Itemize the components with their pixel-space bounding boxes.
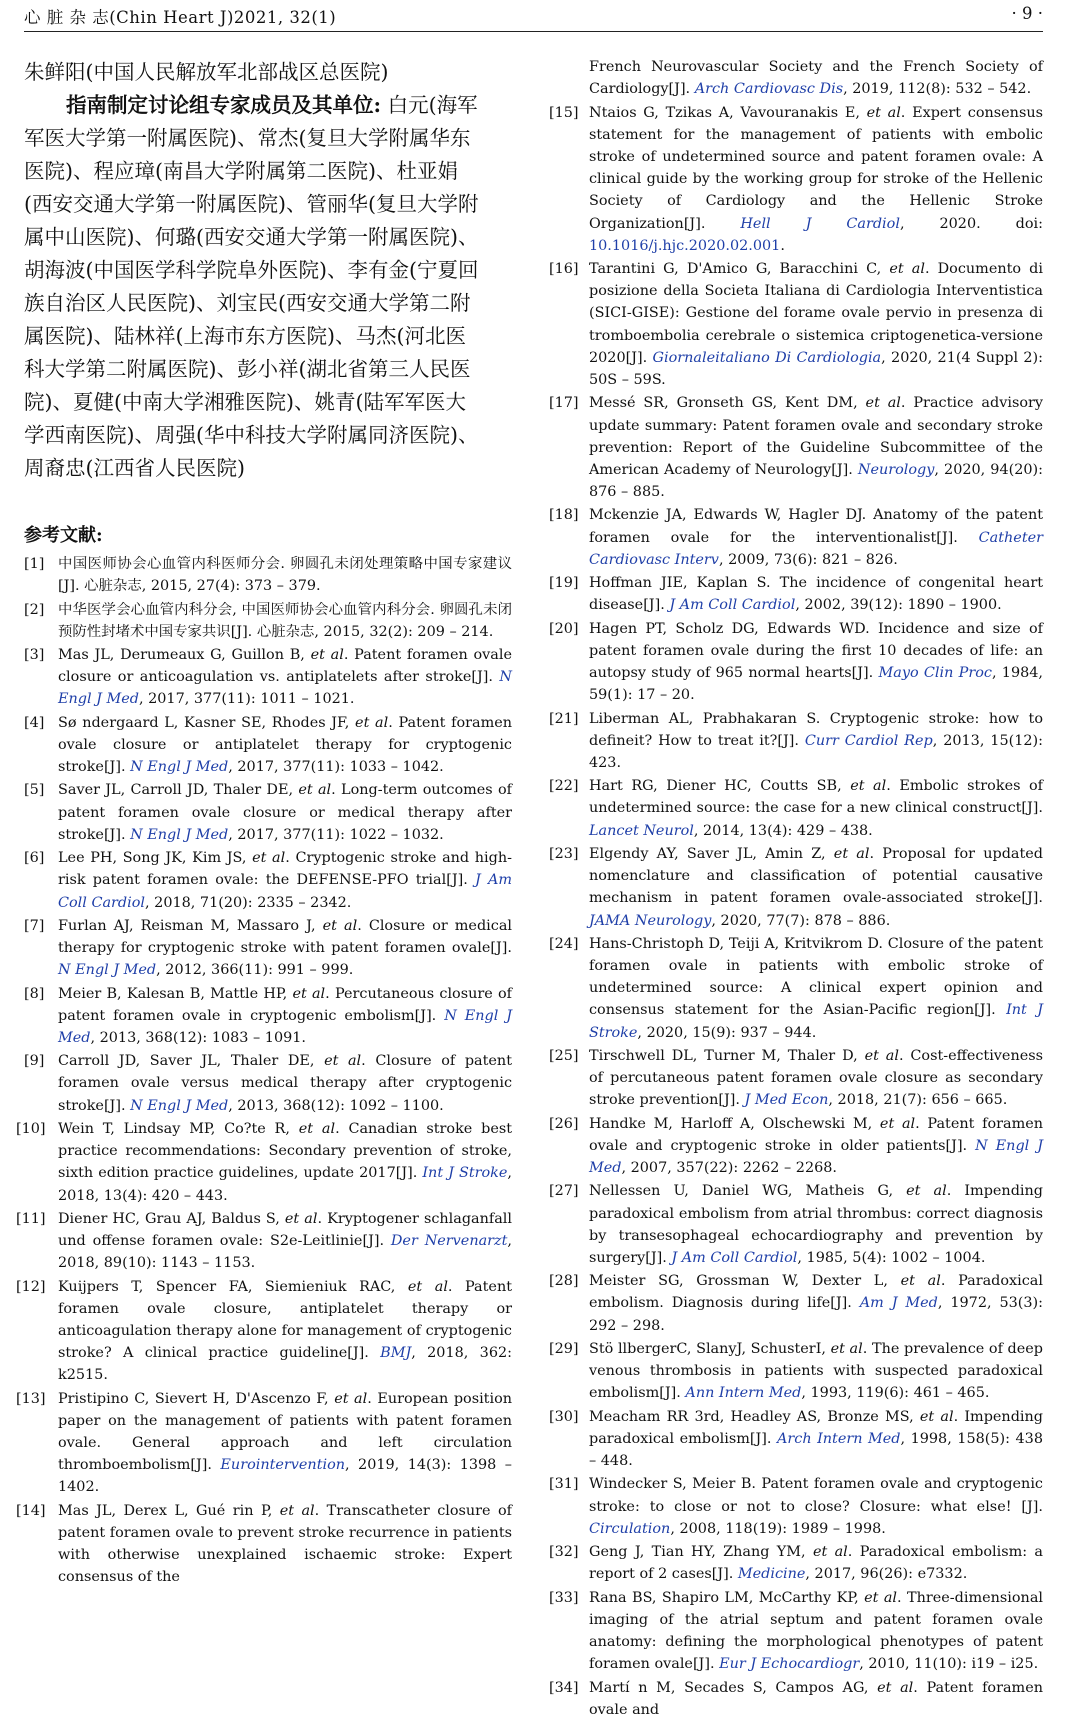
reference-text [589, 843, 1043, 932]
reference-fragment: Wein T, Lindsay MP, Co?te R, [58, 1120, 299, 1137]
reference-text [589, 572, 1043, 616]
reference-item [549, 1677, 1043, 1721]
reference-text [58, 779, 512, 846]
reference-text [58, 1050, 512, 1117]
journal-name: Circulation [589, 1520, 671, 1537]
reference-fragment: Tarantini G, D'Amico G, Baracchini C, [589, 261, 890, 278]
journal-name: N Engl J Med [589, 1137, 1043, 1177]
reference-item [16, 1208, 513, 1275]
reference-fragment: . Patent foramen ovale closure or anticoagulation vs. antiplatelets after stroke[J]. [58, 647, 512, 686]
journal-name: N Engl J Med [130, 759, 229, 776]
committee-line: 属医院)、陆林祥(上海市东方医院)、马杰(河北医 [24, 324, 466, 348]
reference-fragment: . Impending paradoxical embolism[J]. [589, 1408, 1043, 1447]
journal-name: Ann Intern Med [685, 1385, 802, 1402]
reference-fragment: et al [355, 714, 389, 731]
reference-fragment: . Paradoxical embolism: a report of 2 cases[J]. [589, 1544, 1043, 1583]
reference-number: [2] [24, 601, 45, 618]
committee-line: 院)、夏健(中南大学湘雅医院)、姚青(陆军军医大 [24, 390, 466, 414]
reference-fragment: . Documento di posizione della Societa Italiana di Cardiologia Interventistica (SICI-GISE): Gestione del forame ovale pervio in presenza di tromboembolia cerebrale o sistemica criptogenetica-versione 2020[J]. [589, 261, 1043, 366]
reference-fragment: Meier B, Kalesan B, Mattle HP, [58, 985, 293, 1002]
reference-text [58, 915, 512, 982]
reference-number: [26] [549, 1115, 579, 1132]
reference-fragment: Messé SR, Gronseth GS, Kent DM, [589, 395, 866, 412]
reference-text [589, 933, 1043, 1044]
reference-fragment: . [780, 237, 785, 254]
journal-name: Giornaleitaliano Di Cardiologia [652, 349, 882, 366]
committee-line: 族自治区人民医院)、刘宝民(西安交通大学第二附 [24, 291, 471, 315]
reference-fragment: Mas JL, Derumeaux G, Guillon B, [58, 647, 311, 663]
reference-item [24, 644, 512, 711]
journal-name: Eurointervention [220, 1457, 346, 1474]
reference-item [549, 1473, 1043, 1540]
reference-fragment: et al [889, 261, 925, 278]
reference-fragment: Sø ndergaard L, Kasner SE, Rhodes JF, [58, 714, 356, 731]
reference-item [24, 553, 512, 597]
reference-number: [10] [16, 1120, 46, 1137]
reference-fragment: et al [850, 778, 887, 795]
reference-fragment: , 1993, 119(6): 461 – 465. [801, 1385, 990, 1402]
reference-text [58, 983, 512, 1050]
reference-fragment: Rana BS, Shapiro LM, McCarthy KP, [589, 1589, 865, 1606]
reference-text [589, 258, 1043, 391]
reference-fragment: et al [279, 1502, 315, 1519]
reference-fragment: Kuijpers T, Spencer FA, Siemieniuk RAC, [58, 1278, 408, 1295]
reference-text [589, 1541, 1043, 1585]
reference-fragment: , 2019, 14(3): 1398 – 1402. [58, 1457, 512, 1496]
reference-text [589, 1587, 1043, 1676]
reference-fragment: . Proposal for updated nomenclature and classification of potential causative mechanism in patent foramen ovale-associated stroke[J]. [589, 845, 1043, 907]
reference-item [549, 1587, 1043, 1676]
reference-fragment: . Patent foramen ovale and cryptogenic stroke in older patients[J]. [589, 1115, 1044, 1154]
journal-name: N Engl J Med [58, 669, 512, 708]
reference-text [58, 1208, 512, 1275]
reference-fragment: 中华医学会心血管内科分会, 中国医师协会心血管内科分会. 卵圆孔未闭预防性封堵术中国专家共识[J]. 心脏杂志, 2015, 32(2): 209 – 214. [58, 601, 512, 640]
journal-name: J Med Econ [744, 1092, 829, 1109]
reference-fragment: et al [919, 1408, 954, 1425]
journal-name: Medicine [737, 1566, 806, 1583]
journal-name: Lancet Neurol [589, 822, 694, 839]
reference-fragment: , 1984, 59(1): 17 – 20. [589, 665, 1043, 704]
left-column [16, 56, 513, 1590]
continuation-text: French Neurovascular Society and the French Society of Cardiology[J]. [589, 59, 1043, 98]
reference-item [549, 1541, 1043, 1585]
reference-fragment: , 2013, 368(12): 1092 – 1100. [228, 1097, 444, 1114]
committee-line: 科大学第二附属医院)、彭小祥(湖北省第三人民医 [24, 357, 471, 381]
reference-fragment: Mckenzie JA, Edwards W, Hagler DJ. Anatomy of the patent foramen ovale for the interventionalist[J]. [589, 507, 1043, 546]
reference-fragment: Tirschwell DL, Turner M, Thaler D, [589, 1047, 865, 1064]
reference-fragment: , 2008, 118(19): 1989 – 1998. [670, 1520, 886, 1537]
committee-first-line [24, 89, 512, 122]
reference-item [549, 1045, 1043, 1112]
committee-line: 军医大学第一附属医院)、常杰(复旦大学附属华东 [24, 126, 471, 150]
reference-fragment: Meacham RR 3rd, Headley AS, Bronze MS, [589, 1408, 920, 1425]
reference-item [549, 392, 1043, 503]
reference-fragment: , 2017, 96(26): e7332. [805, 1566, 968, 1583]
reference-number: [31] [549, 1476, 579, 1493]
doi-link[interactable]: 10.1016/j.hjc.2020.02.001 [589, 237, 781, 254]
reference-text [589, 618, 1043, 707]
reference-number: [19] [549, 575, 579, 592]
reference-fragment: et al [830, 1340, 863, 1357]
journal-name: J Am Coll Cardiol [58, 872, 513, 911]
reference-text [589, 1677, 1043, 1721]
reference-fragment: , 2012, 366(11): 991 – 999. [156, 962, 354, 979]
reference-fragment: Carroll JD, Saver JL, Thaler DE, [58, 1053, 325, 1070]
reference-fragment: . Percutaneous closure of patent foramen ovale in cryptogenic embolism[J]. [58, 985, 512, 1024]
reference-item [549, 572, 1043, 616]
reference-continuation [549, 56, 1043, 100]
reference-fragment: , 2009, 73(6): 821 – 826. [718, 551, 898, 568]
reference-number: [34] [549, 1679, 579, 1696]
committee-line: 周裔忠(江西省人民医院) [24, 456, 245, 480]
reference-text [589, 1270, 1043, 1337]
reference-item [549, 618, 1043, 707]
reference-text [58, 1276, 512, 1387]
journal-name: Neurology [857, 461, 935, 478]
reference-fragment: , 2018, 89(10): 1143 – 1153. [58, 1233, 512, 1272]
reference-fragment: Liberman AL, Prabhakaran S. Cryptogenic stroke: how to defineit? How to treat it?[J]. [589, 710, 1043, 749]
reference-fragment: et al [812, 1544, 848, 1561]
journal-name: J Am Coll Cardiol [671, 1249, 798, 1266]
reference-number: [23] [549, 845, 579, 862]
reference-fragment: . The prevalence of deep venous thrombosis in patients with suspected paradoxical embolism[J]. [589, 1340, 1044, 1402]
reference-number: [6] [24, 850, 45, 867]
journal-name: Curr Cardiol Rep [804, 732, 933, 749]
reference-number: [27] [549, 1183, 579, 1200]
reference-number: [20] [549, 620, 579, 637]
reference-fragment: et al [864, 1589, 898, 1606]
reference-fragment: et al [879, 1115, 916, 1132]
reference-number: [9] [24, 1053, 45, 1070]
reference-number: [22] [549, 778, 579, 795]
reference-number: [11] [16, 1210, 46, 1227]
header-rule [24, 31, 1043, 32]
reference-number: [5] [24, 782, 45, 799]
reference-fragment: Nellessen U, Daniel WG, Matheis G, [589, 1183, 907, 1200]
references-heading: 参考文献: [24, 525, 103, 546]
reference-fragment: Ntaios G, Tzikas A, Vavouranakis E, [589, 104, 867, 121]
reference-fragment: , 2002, 39(12): 1890 – 1900. [795, 597, 1002, 614]
reference-fragment: , 2007, 357(22): 2262 – 2268. [621, 1160, 837, 1177]
reference-text [58, 553, 512, 597]
committee-label: 指南制定讨论组专家成员及其单位: [66, 93, 382, 117]
reference-fragment: , 2020, 77(7): 878 – 886. [711, 912, 891, 929]
reference-item [24, 983, 512, 1050]
reference-item [549, 102, 1043, 257]
reference-number: [32] [549, 1544, 579, 1561]
reference-fragment: Pristipino C, Sievert H, D'Ascenzo F, [58, 1390, 335, 1407]
reference-item [549, 933, 1043, 1044]
committee-line: 属中山医院)、何璐(西安交通大学第一附属医院)、 [24, 225, 479, 249]
reference-fragment: et al [900, 1273, 941, 1290]
reference-fragment: , 2017, 377(11): 1011 – 1021. [138, 691, 355, 708]
page-number: · 9 · [1011, 4, 1043, 23]
reference-fragment: et al [906, 1183, 947, 1200]
reference-number: [24] [549, 935, 579, 952]
reference-fragment: Saver JL, Carroll JD, Thaler DE, [58, 782, 299, 799]
reference-text [589, 775, 1043, 842]
reference-fragment: et al [298, 782, 332, 799]
reference-number: [15] [549, 104, 579, 121]
reference-item [24, 915, 512, 982]
reference-fragment: . Impending paradoxical embolism from atrial thrombus: correct diagnosis by transesophageal echocardiography and prevention by surgery[J]. [589, 1183, 1043, 1266]
reference-fragment: . Cryptogenic stroke and high-risk patent foramen ovale: the DEFENSE-PFO trial[J]. [58, 850, 512, 889]
reference-fragment: . Closure or medical therapy for cryptogenic stroke with patent foramen ovale[J]. [58, 917, 513, 957]
reference-text [589, 1473, 1043, 1540]
journal-name: Arch Intern Med [776, 1430, 901, 1447]
reference-fragment: . Paradoxical embolism. Diagnosis during life[J]. [589, 1273, 1043, 1312]
reference-fragment: et al [324, 1053, 362, 1070]
reference-number: [28] [549, 1273, 579, 1290]
reference-fragment: et al [407, 1278, 448, 1295]
reference-text [589, 392, 1043, 503]
reference-fragment: Geng J, Tian HY, Zhang YM, [589, 1544, 813, 1561]
reference-fragment: et al [292, 985, 326, 1002]
reference-fragment: , 2020, 15(9): 937 – 944. [637, 1024, 817, 1041]
journal-name: Int J Stroke [422, 1165, 508, 1182]
reference-text [58, 712, 512, 779]
reference-fragment: , 2017, 377(11): 1022 – 1032. [228, 826, 444, 843]
reference-fragment: . Long-term outcomes of patent foramen ovale closure or medical therapy after stroke[J]. [58, 782, 512, 843]
reference-text [589, 708, 1043, 775]
reference-fragment: 中国医师协会心血管内科医师分会. 卵圆孔未闭处理策略中国专家建议[J]. 心脏杂志, 2015, 27(4): 373 – 379. [58, 556, 512, 595]
reference-fragment: , 2018, 71(20): 2335 – 2342. [145, 894, 352, 911]
journal-name: N Engl J Med [130, 826, 229, 843]
reference-number: [33] [549, 1589, 579, 1606]
reference-item [24, 1050, 512, 1117]
reference-fragment: , 2020. doi: [899, 215, 1043, 232]
reference-number: [7] [24, 917, 45, 934]
reference-fragment: Hoffman JIE, Kaplan S. The incidence of congenital heart disease[J]. [589, 575, 1043, 614]
reference-fragment: Windecker S, Meier B. Patent foramen ovale and cryptogenic stroke: to close or not to close? Closure: what else! [J]. [589, 1476, 1043, 1515]
reference-fragment: . Embolic strokes of undetermined source: the case for a new clinical construct[J]. [589, 778, 1043, 817]
reference-fragment: Meister SG, Grossman W, Dexter L, [589, 1273, 901, 1290]
reference-fragment: Diener HC, Grau AJ, Baldus S, [58, 1210, 285, 1227]
reference-fragment: Elgendy AY, Saver JL, Amin Z, [589, 845, 834, 862]
journal-name: J Am Coll Cardiol [669, 597, 796, 614]
continuation-post: , 2019, 112(8): 532 – 542. [843, 81, 1032, 98]
reference-fragment: et al [864, 1047, 899, 1064]
reference-fragment: , 2018, 362: k2515. [58, 1345, 512, 1384]
reference-fragment: , 2017, 377(11): 1033 – 1042. [228, 759, 444, 776]
reference-item [549, 775, 1043, 842]
reference-text [589, 1180, 1043, 1269]
reference-fragment: . Cost-effectiveness of percutaneous patent foramen ovale closure as secondary stroke prevention[J]. [589, 1047, 1044, 1109]
reference-fragment: Hagen PT, Scholz DG, Edwards WD. Incidence and size of patent foramen ovale during the first 10 decades of life: an autopsy study of 965 normal hearts[J]. [589, 620, 1043, 682]
journal-name: BMJ [380, 1345, 412, 1362]
reference-fragment: . Patent foramen ovale and [589, 1679, 1043, 1718]
reference-fragment: et al [334, 1390, 368, 1407]
committee-line-rest: 白元(海军 [381, 93, 478, 117]
reference-item [549, 1270, 1043, 1337]
reference-text [589, 504, 1043, 571]
reference-fragment: . European position paper on the management of patients with patent foramen ovale. General approach and left circulation thromboembolism[J]. [58, 1390, 512, 1474]
reference-item [24, 599, 512, 643]
reference-item [24, 779, 512, 846]
reference-item [16, 1118, 512, 1207]
journal-name: Mayo Clin Proc [878, 665, 992, 682]
reference-item [16, 1500, 513, 1589]
reference-fragment: et al [284, 1210, 318, 1227]
reference-number: [17] [549, 395, 579, 412]
journal-name: Int J Stroke [589, 1002, 1043, 1041]
journal-name: N Engl J Med [130, 1097, 229, 1114]
reference-fragment: et al [298, 1120, 336, 1137]
reference-text [589, 1406, 1043, 1473]
reference-number: [25] [549, 1047, 579, 1064]
page-header [24, 4, 1043, 30]
reference-item [549, 504, 1043, 571]
reference-item [549, 1180, 1043, 1269]
reference-number: [4] [24, 714, 45, 731]
committee-line: 胡海波(中国医学科学院阜外医院)、李有金(宁夏回 [24, 258, 479, 282]
reference-item [16, 1388, 512, 1499]
reference-fragment: . Three-dimensional imaging of the atrial septum and patent foramen ovale anatomy: defining the morphological phenotypes of patent foramen ovale[J]. [589, 1589, 1044, 1673]
reference-fragment: . Patent foramen ovale closure or antiplatelet therapy for cryptogenic stroke[J]. [58, 714, 512, 776]
reference-fragment: , 2013, 368(12): 1083 – 1091. [90, 1029, 306, 1046]
reference-fragment: Furlan AJ, Reisman M, Massaro J, [58, 917, 323, 934]
reference-fragment: . Closure of patent foramen ovale versus medical therapy after cryptogenic stroke[J]. [58, 1053, 512, 1114]
committee-line: 医院)、程应璋(南昌大学附属第二医院)、杜亚娟 [24, 159, 458, 183]
reference-text [589, 1113, 1043, 1180]
reference-fragment: . Kryptogener schlaganfall und offense foramen ovale: S2e-Leitlinie[J]. [58, 1210, 513, 1250]
committee-lines [24, 122, 512, 485]
reference-fragment: , 2014, 13(4): 429 – 438. [693, 822, 873, 839]
reference-fragment: . Practice advisory update summary: Patent foramen ovale and secondary stroke prevention: Report of the Guideline Subcommittee of the American Academy of Neurology[J]. [589, 395, 1044, 478]
journal-header: 心 脏 杂 志(Chin Heart J)2021, 32(1) [24, 8, 337, 27]
committee-line: (西安交通大学第一附属医院)、管丽华(复旦大学附 [24, 192, 479, 216]
reference-number: [1] [24, 556, 45, 572]
reference-fragment: et al [252, 850, 286, 867]
reference-text [58, 847, 512, 914]
journal-name: JAMA Neurology [589, 912, 712, 929]
reference-item [549, 1338, 1043, 1405]
reference-fragment: , 2018, 13(4): 420 – 443. [58, 1165, 512, 1204]
reference-item [16, 1276, 512, 1387]
reference-number: [29] [549, 1340, 579, 1357]
reference-list-left [16, 553, 513, 1589]
reference-fragment: . Expert consensus statement for the management of patients with embolic stroke of undetermined source and patent foramen ovale: A clinical guide by the working group for stroke of the Hellenic Society of Cardiology and the Hellenic Stroke Organization[J]. [589, 104, 1043, 232]
reference-item [24, 712, 512, 779]
reference-text [58, 1388, 512, 1499]
reference-fragment: Hans-Christoph D, Teiji A, Kritvikrom D. Closure of the patent foramen ovale in patients with embolic stroke of undetermined source: A clinical expert opinion and consensus statement for the Asian-Pacific region[J]. [589, 935, 1043, 1019]
reference-number: [13] [16, 1390, 46, 1407]
reference-number: [21] [549, 710, 579, 727]
reference-item [549, 258, 1043, 391]
reference-number: [3] [24, 647, 45, 663]
reference-item [549, 1113, 1043, 1180]
reference-fragment: Lee PH, Song JK, Kim JS, [58, 850, 253, 867]
journal-name: Catheter Cardiovasc Interv [589, 529, 1043, 568]
reference-fragment: , 2013, 15(12): 423. [589, 732, 1043, 771]
reference-fragment: , 2010, 11(10): i19 – i25. [859, 1656, 1039, 1673]
reference-list-right [549, 102, 1043, 1721]
reference-fragment: , 1998, 158(5): 438 – 448. [589, 1430, 1043, 1470]
journal-name: Am J Med [859, 1295, 938, 1312]
reference-fragment: . Transcatheter closure of patent foramen ovale to prevent stroke recurrence in patients with otherwise unexplained ischaemic stroke: Expert consensus of the [58, 1502, 513, 1586]
reference-fragment: et al [833, 845, 870, 862]
reference-fragment: , 2018, 21(7): 656 – 665. [828, 1092, 1008, 1109]
reference-fragment: et al [322, 917, 358, 934]
reference-text [58, 1118, 512, 1207]
reference-item [549, 708, 1043, 775]
reference-fragment: . Patent foramen ovale closure, antiplatelet therapy or anticoagulation therapy alone for management of cryptogenic stroke? A clinical practice guideline[J]. [58, 1278, 512, 1362]
reference-item [549, 843, 1043, 932]
reference-text [589, 1338, 1043, 1405]
journal-name: Eur J Echocardiogr [719, 1656, 860, 1673]
journal-name: Hell J Cardiol [740, 215, 900, 232]
reference-number: [16] [549, 261, 579, 278]
right-column [549, 56, 1043, 1722]
reference-text [589, 102, 1043, 257]
reference-text [58, 599, 512, 643]
journal-name: N Engl J Med [58, 1007, 512, 1046]
reference-fragment: et al [866, 104, 901, 121]
reference-text [58, 644, 512, 711]
reference-number: [14] [16, 1502, 46, 1519]
reference-item [549, 1406, 1043, 1473]
reference-fragment: , 1985, 5(4): 1002 – 1004. [797, 1249, 986, 1266]
author-line: 朱鲜阳(中国人民解放军北部战区总医院) [24, 60, 389, 84]
reference-fragment: et al [310, 647, 344, 663]
reference-fragment: et al [877, 1679, 914, 1696]
committee-line: 学西南医院)、周强(华中科技大学附属同济医院)、 [24, 423, 479, 447]
journal-name: Der Nervenarzt [390, 1233, 508, 1250]
reference-fragment: , 2020, 94(20): 876 – 885. [589, 461, 1044, 501]
continuation-journal: Arch Cardiovasc Dis [694, 81, 844, 98]
reference-number: [18] [549, 507, 579, 524]
reference-number: [12] [16, 1278, 46, 1295]
reference-number: [30] [549, 1408, 579, 1425]
reference-item [24, 847, 512, 914]
reference-number: [8] [24, 985, 45, 1002]
reference-fragment: Martí n M, Secades S, Campos AG, [589, 1679, 878, 1696]
reference-fragment: et al [865, 395, 901, 412]
reference-fragment: Handke M, Harloff A, Olschewski M, [589, 1115, 880, 1132]
reference-fragment: Mas JL, Derex L, Gué rin P, [58, 1502, 280, 1519]
reference-text [58, 1500, 512, 1589]
reference-text [589, 1045, 1043, 1112]
reference-fragment: , 1972, 53(3): 292 – 298. [589, 1295, 1044, 1334]
reference-fragment: , 2020, 21(4 Suppl 2): 50S – 59S. [589, 349, 1043, 389]
reference-fragment: . Canadian stroke best practice recommendations: Secondary prevention of stroke, sixth edition practice guidelines, update 2017[J]. [58, 1120, 512, 1182]
reference-fragment: Hart RG, Diener HC, Coutts SB, [589, 778, 851, 795]
journal-name: N Engl J Med [58, 962, 157, 979]
reference-fragment: Stö llbergerC, SlanyJ, SchusterI, [589, 1340, 831, 1357]
